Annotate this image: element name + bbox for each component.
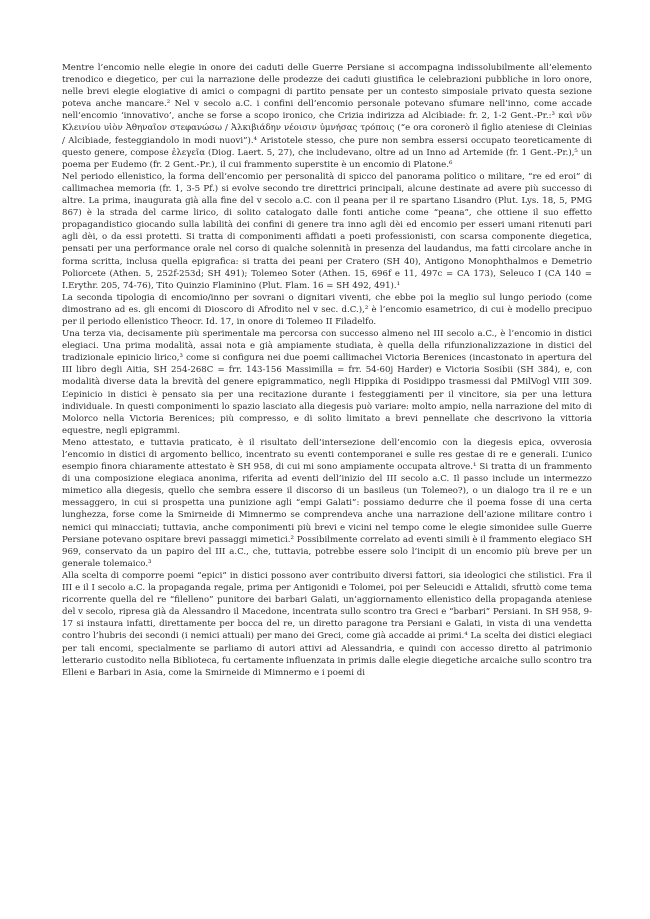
paragraph-3: La seconda tipologia di encomio/inno per sovrani o dignitari viventi, che ebbe poi la meglio sul lungo periodo (come dimostrano ad es. gli encomi di Dioscoro di Afrodito nel v sec. d.C.),² è l’encomio esametrico, di cui è modello precipuo per il periodo ellenistico Theocr. Id. 17, in onore di Tolemeo II Filadelfo. (62, 292, 592, 327)
paragraph-4: Una terza via, decisamente più sperimentale ma percorsa con successo almeno nel III secolo a.C., è l’encomio in distici elegiaci. Una prima modalità, assai nota e già ampiamente studiata, è quella della rifunzionalizzazione in distici del tradizionale epinicio lirico,³ come si configura nei due poemi callimachei Victoria Berenices (incastonato in apertura del III libro degli Aitia, SH 254-268C = frr. 143-156 Massimilla = frr. 54-60j Harder) e Victoria Sosibii (SH 384), e, con modalità diverse data la brevità del genere epigrammatico, negli Hippika di Posidippo trasmessi dal PMilVogl VIII 309. L’epinicio in distici è pensato sia per una recitazione durante i festeggiamenti per il vincitore, sia per una lettura individuale. In questi componimenti lo spazio lasciato alla diegesis può variare: molto ampio, nella narrazione del mito di Molorco nella Victoria Berenices; più compresso, e di solito limitato a brevi pennellate che descrivono la vittoria equestre, negli epigrammi. (62, 329, 592, 436)
paragraph-6: Alla scelta di comporre poemi “epici” in distici possono aver contribuito diversi fattori, sia ideologici che stilistici. Fra il III e il I secolo a.C. la propaganda regale, prima per Antigonidi e Tolomei, poi per Seleucidi e Attalidi, sfruttò come tema ricorrente quella del re “filelleno” punitore dei barbari Galati, un’aggiornamento ellenistico della propaganda ateniese del v secolo, ripresa già da Alessandro il Macedone, incentrata sullo scontro tra Greci e “barbari” Persiani. In SH 958, 9-17 si instaura infatti, direttamente per bocca del re, un diretto paragone tra Persiani e Galati, in vista di una vendetta contro l’hubris dei secondi (i nemici attuali) per mano dei Greci, come già accadde ai primi.⁴ La scelta dei distici elegiaci per tali encomi, specialmente se parliamo di autori attivi ad Alessandria, e quindi con accesso diretto al patrimonio letterario custodito nella Biblioteca, fu certamente influenzata in primis dalle elegie diegetiche arcaiche sullo scontro tra Elleni e Barbari in Asia, come la Smirneide di Mimnermo e i poemi di (62, 570, 592, 678)
paragraph-1: Mentre l’encomio nelle elegie in onore dei caduti delle Guerre Persiane si accompagna indissolubilmente all’elemento trenodico e diegetico, per cui la narrazione delle prodezze dei caduti giustifica le celebrazioni pubbliche in loro onore, nelle brevi elegie elogiative di amici o compagni di partito pensate per un contesto simposiale privato questa sezione poteva anche mancare.² Nel v secolo a.C. i confini dell’encomio personale potevano sfumare nell’inno, come accade nell’encomio ‘innovativo’, anche se forse a scopo ironico, che Crizia indirizza ad Alcibiade: fr. 2, 1-2 Gent.-Pr.:³ καὶ νῦν Κλεινίου υἱὸν Ἀθηναῖον στεφανώσω / Ἀλκιβιάδην νέοισιν ὑμνήσας τρόποις (“e ora coronerò il figlio ateniese di Cleinias / Alcibiade, festeggiandolo in modi nuovi”).⁴ Aristotele stesso, che pure non sembra essersi occupato teoreticamente di questo genere, compose ἐλεγεῖα (Diog. Laert. 5, 27), che includevano, oltre ad un Inno ad Artemide (fr. 1 Gent.-Pr.),⁵ un poema per Eudemo (fr. 2 Gent.-Pr.), il cui frammento superstite è un encomio di Platone.⁶ (62, 63, 592, 170)
paragraph-2: Nel periodo ellenistico, la forma dell’encomio per personalità di spicco del panorama politico o militare, “re ed eroi” di callimachea memoria (fr. 1, 3-5 Pf.) si evolve secondo tre direttrici principali, alcune destinate ad avere più successo di altre. La prima, inaugurata già alla fine del v secolo a.C. con il peana per il re spartano Lisandro (Plut. Lys. 18, 5, PMG 867) è la strada del carme lirico, di solito catalogato dalle fonti antiche come “peana”, che ottiene il suo effetto propagandistico giocando sulla labilità dei confini di genere tra inno agli dèi ed encomio per esseri umani ritenuti pari agli dèi, o da essi protetti. Si tratta di componimenti affidati a poeti professionisti, con scarsa componente diegetica, pensati per una performance orale nel corso di qualche solennità in presenza del laudandus, ma fatti circolare anche in forma scritta, inclusa quella epigrafica: si tratta dei peani per Cratero (SH 40), Antigono Monophthalmos e Demetrio Poliorcete (Athen. 5, 252f-253d; SH 491); Tolemeo Soter (Athen. 15, 696f e 11, 497c = CA 173), Seleuco I (CA 140 = I.Erythr. 205, 74-76), Tito Quinzio Flaminino (Plut. Flam. 16 = SH 492, 491).¹ (62, 171, 592, 291)
paragraph-5: Meno attestato, e tuttavia praticato, è il risultato dell’intersezione dell’encomio con la diegesis epica, ovverosia l’encomio in distici di argomento bellico, incentrato su eventi contemporanei e sulle res gestae di re e generali. L’unico esempio finora chiaramente attestato è SH 958, di cui mi sono ampiamente occupata altrove.¹ Si tratta di un frammento di una composizione elegiaca anonima, riferita ad eventi dell’inizio del III secolo a.C. Il passo include un intermezzo mimetico alla diegesis, quello che sembra essere il discorso di un basileus (un Tolemeo?), o un dialogo tra il re e un messaggero, in cui si prospetta una punizione agli “empi Galati”: possiamo dedurre che il poema fosse di una certa lunghezza, forse come la Smirneide di Mimnermo se comprendeva anche una narrazione dell’azione militare contro i nemici qui minacciati; tuttavia, anche componimenti più brevi e vicini nel tempo come le elegie simonidee sulle Guerre Persiane potevano ospitare brevi passaggi mimetici.² Possibilmente correlato ad eventi simili è il frammento elegiaco SH 969, conservato da un papiro del III a.C., che, tuttavia, potrebbe essere solo l’incipit di un encomio più breve per un generale tolemaico.³ (62, 437, 592, 569)
page-body (62, 62, 592, 679)
